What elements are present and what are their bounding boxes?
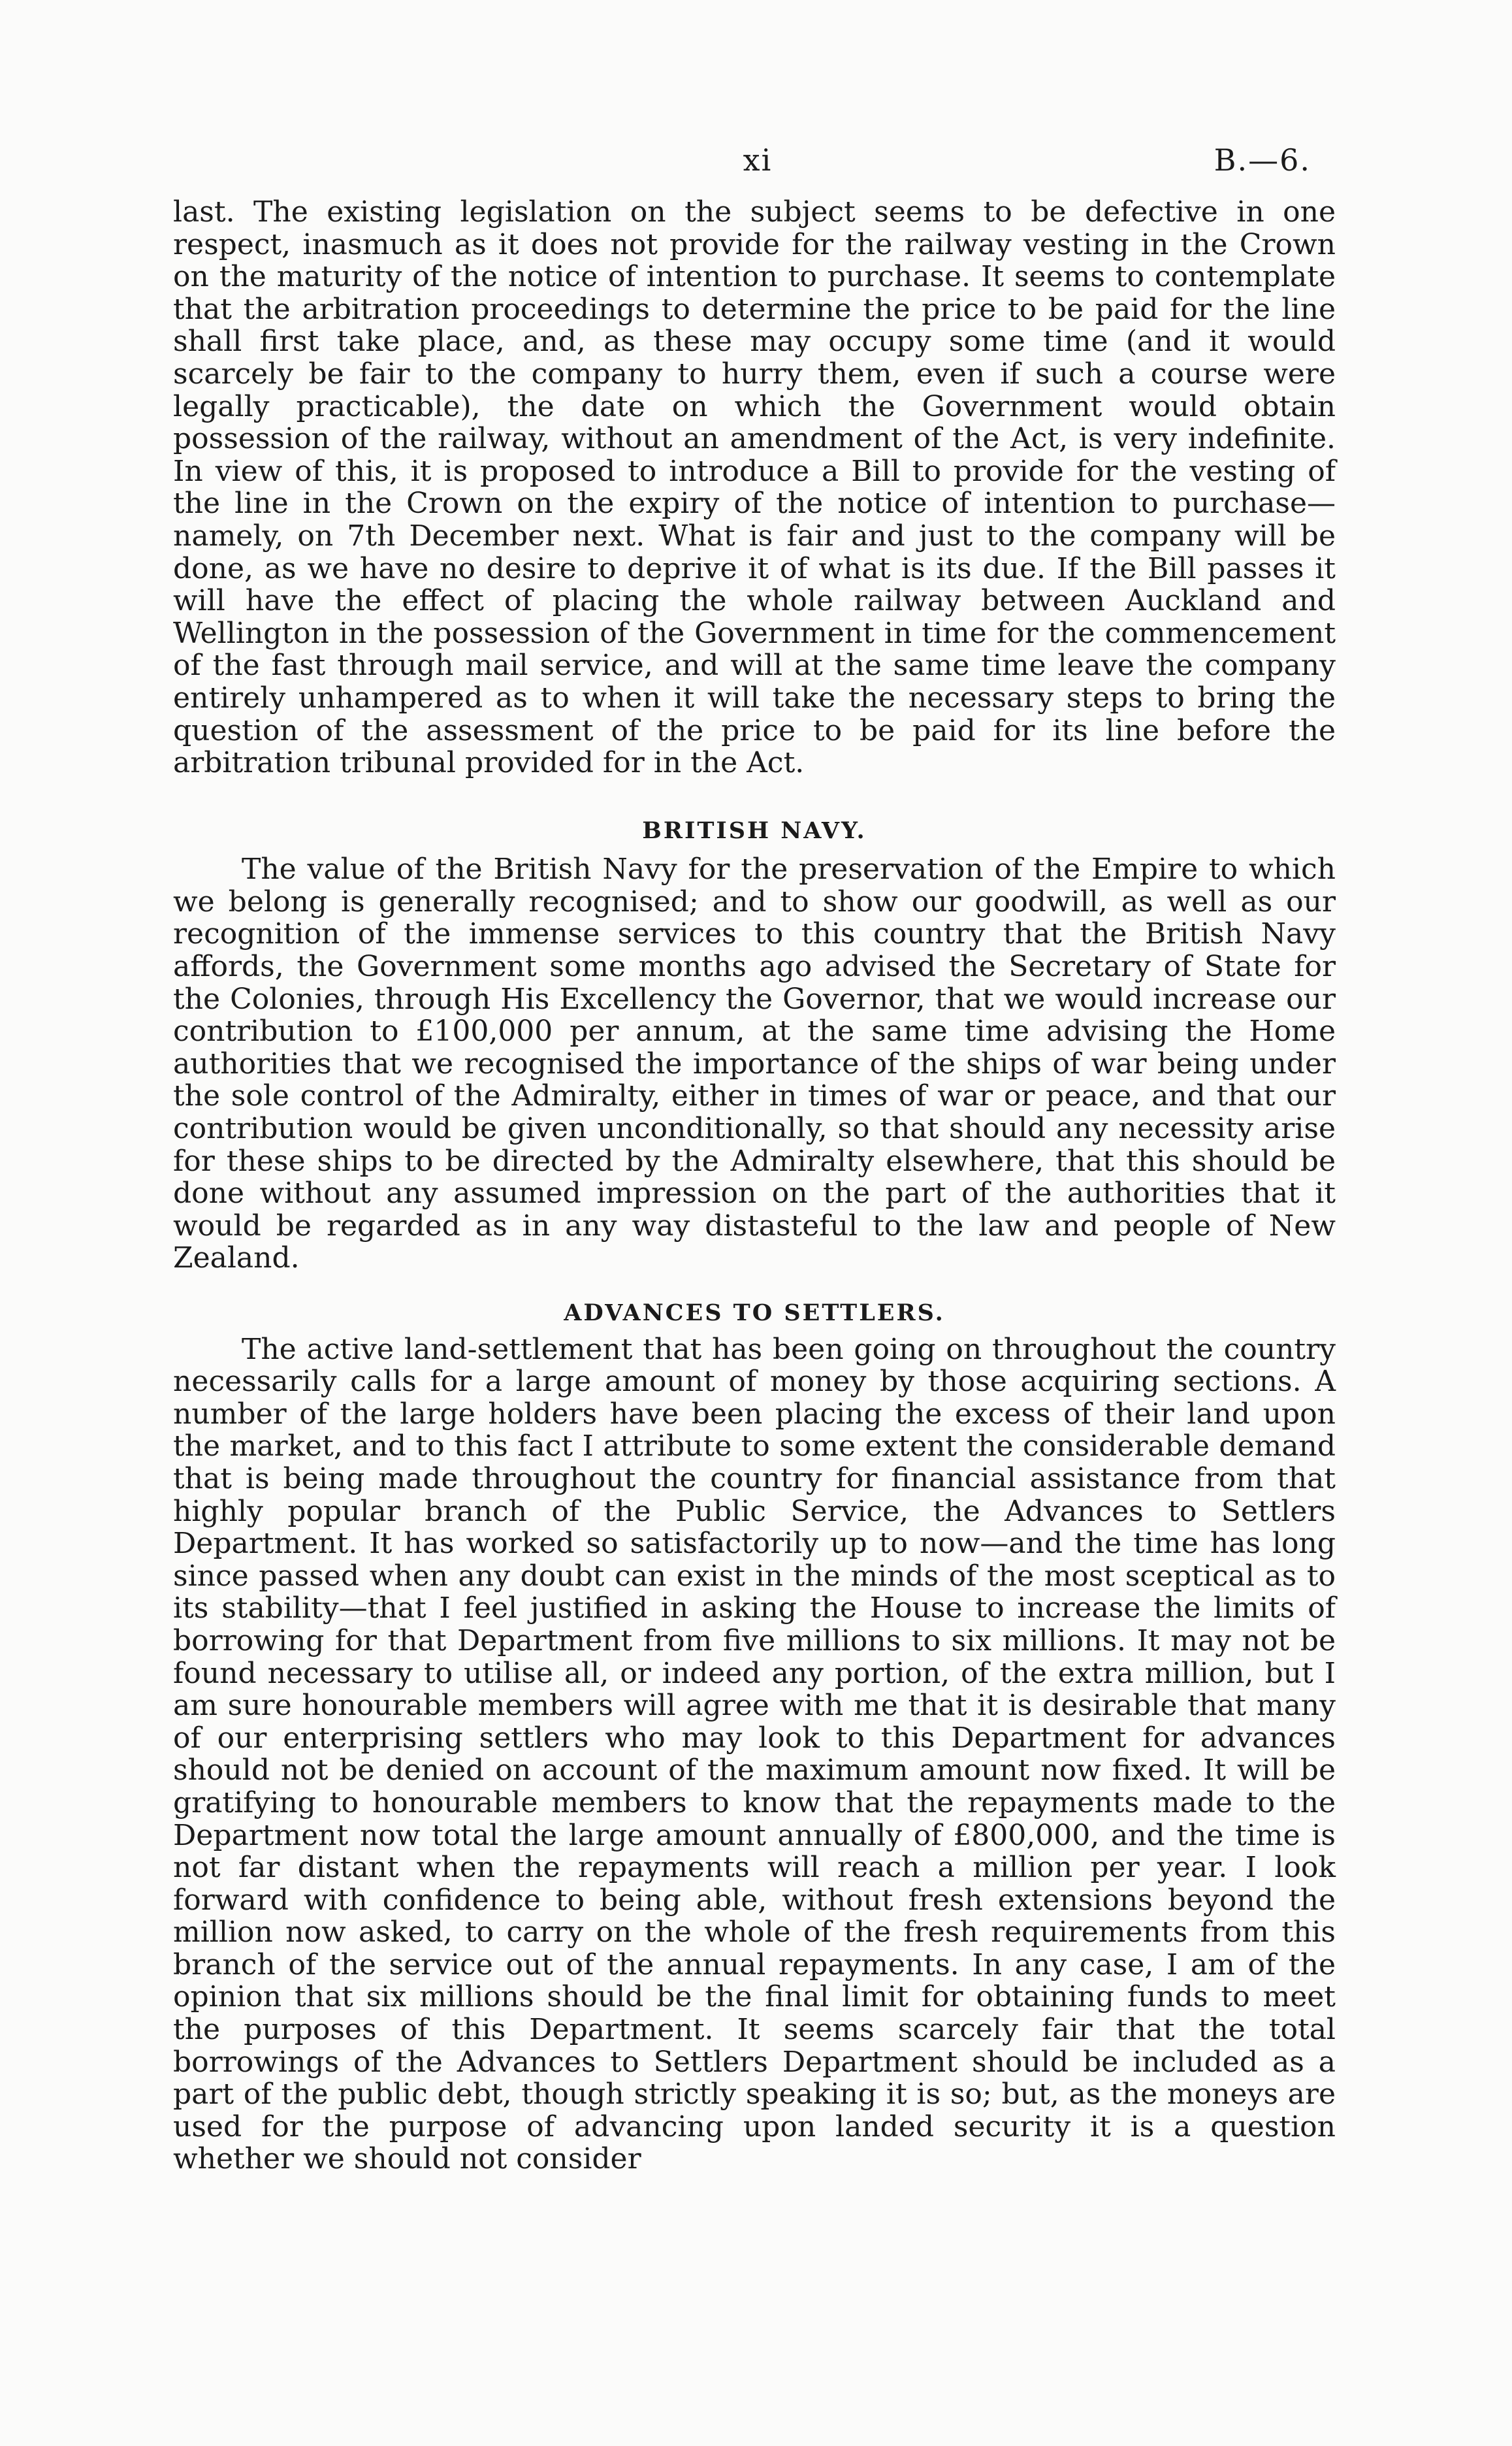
british-navy-heading: BRITISH NAVY. bbox=[642, 817, 867, 844]
document-code: B.—6. bbox=[1214, 142, 1311, 178]
railway-paragraph: last. The existing legislation on the subject seems to be defective in one respect, inasmuch as it does not provide for the railway vesting in the Crown on the maturity of the notice of intention to purchase. It seems to contemplate that the arbitration proceedings to determine the price to be paid for the line shall first take place, and, as these may occupy some time (and it would scarcely be fair to the company to hurry them, even if such a course were legally practicable), the date on which the Government would obtain possession of the railway, without an amendment of the Act, is very indefinite. In view of this, it is proposed to introduce a Bill to provide for the vesting of the line in the Crown on the expiry of the notice of intention to purchase—namely, on 7th December next. What is fair and just to the company will be done, as we have no desire to deprive it of what is its due. If the Bill passes it will have the effect of placing the whole railway between Auckland and Wellington in the possession of the Government in time for the commencement of the fast through mail service, and will at the same time leave the company entirely unhampered as to when it will take the necessary steps to bring the question of the assessment of the price to be paid for its line before the arbitration tribunal provided for in the Act. bbox=[173, 195, 1336, 780]
advances-to-settlers-heading: ADVANCES TO SETTLERS. bbox=[564, 1299, 945, 1326]
british-navy-paragraph: The value of the British Navy for the preservation of the Empire to which we belong is generally recognised; and to show our goodwill, as well as our recognition of the immense services to this country that the British Navy affords, the Government some months ago advised the Secretary of State for the Colonies, through His Excellency the Governor, that we would increase our contribution to £100,000 per annum, at the same time advising the Home authorities that we recognised the importance of the ships of war being under the sole control of the Admiralty, either in times of war or peace, and that our contribution would be given unconditionally, so that should any necessity arise for these ships to be directed by the Admiralty elsewhere, that this should be done without any assumed impression on the part of the authorities that it would be regarded as in any way distasteful to the law and people of New Zealand. bbox=[173, 853, 1336, 1275]
page-body bbox=[173, 196, 1336, 2176]
page-number: xi bbox=[743, 142, 773, 178]
advances-to-settlers-paragraph: The active land-settlement that has been going on throughout the country necessarily calls for a large amount of money by those acquiring sections. A number of the large holders have been placing the excess of their land upon the market, and to this fact I attribute to some extent the considerable demand that is being made throughout the country for financial assistance from that highly popular branch of the Public Service, the Advances to Settlers Department. It has worked so satisfactorily up to now—and the time has long since passed when any doubt can exist in the minds of the most sceptical as to its stability—that I feel justified in asking the House to increase the limits of borrowing for that Department from five millions to six millions. It may not be found necessary to utilise all, or indeed any portion, of the extra million, but I am sure honourable members will agree with me that it is desirable that many of our enterprising settlers who may look to this Department for advances should not be denied on account of the maximum amount now fixed. It will be gratifying to honourable members to know that the repayments made to the Department now total the large amount annually of £800,000, and the time is not far distant when the repayments will reach a million per year. I look forward with confidence to being able, without fresh extensions beyond the million now asked, to carry on the whole of the fresh requirements from this branch of the service out of the annual repayments. In any case, I am of the opinion that six millions should be the final limit for obtaining funds to meet the purposes of this Department. It seems scarcely fair that the total borrowings of the Advances to Settlers Department should be included as a part of the public debt, though strictly speaking it is so; but, as the moneys are used for the purpose of advancing upon landed security it is a question whether we should not consider bbox=[173, 1332, 1336, 2176]
